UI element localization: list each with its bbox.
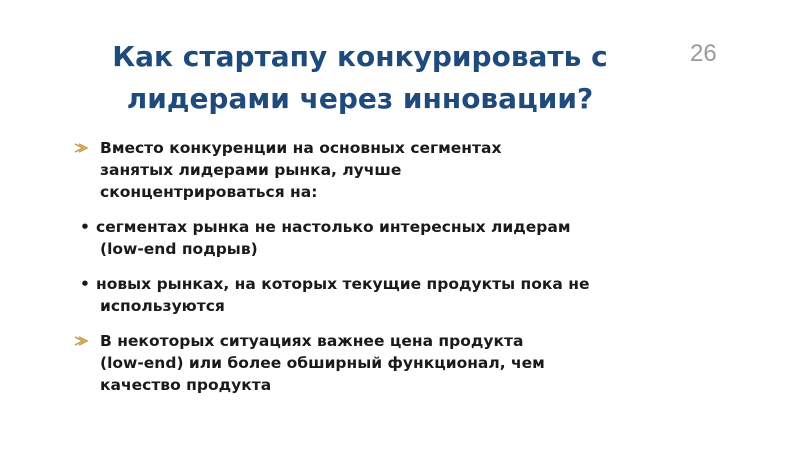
bullet-line: качество продукта [100,376,272,394]
arrow-bullet-icon [74,335,88,347]
bullet-line: сконцентрироваться на: [100,183,318,201]
bullet-line [80,273,754,295]
bullet-line: занятых лидерами рынка, лучше [100,161,402,179]
bullet-line-text: новых рынках, на которых текущие продукты пока не [96,275,590,293]
title-line-2: лидерами через инновации? [126,82,594,115]
bullet-line: (low-end) или более обширный функционал, чем [100,354,545,372]
slide-title [40,36,680,120]
arrow-bullet-icon [74,142,88,154]
bullet-line-text: сегментах рынка не настолько интересных лидерам [96,218,571,236]
slide-number: 26 [690,40,717,67]
bullet-item [74,330,754,396]
bullet-list [74,137,754,396]
bullet-line: (low-end подрыв) [100,240,258,258]
bullet-line: используются [100,297,225,315]
title-line-1: Как стартапу конкурировать с [112,40,608,73]
dot-bullet-icon: • [80,275,90,293]
bullet-item [74,216,754,260]
bullet-line: В некоторых ситуациях важнее цена продукта [100,332,524,350]
bullet-item [74,273,754,317]
dot-bullet-icon: • [80,218,90,236]
bullet-item [74,137,754,203]
bullet-line [80,216,754,238]
bullet-line: Вместо конкуренции на основных сегментах [100,139,502,157]
